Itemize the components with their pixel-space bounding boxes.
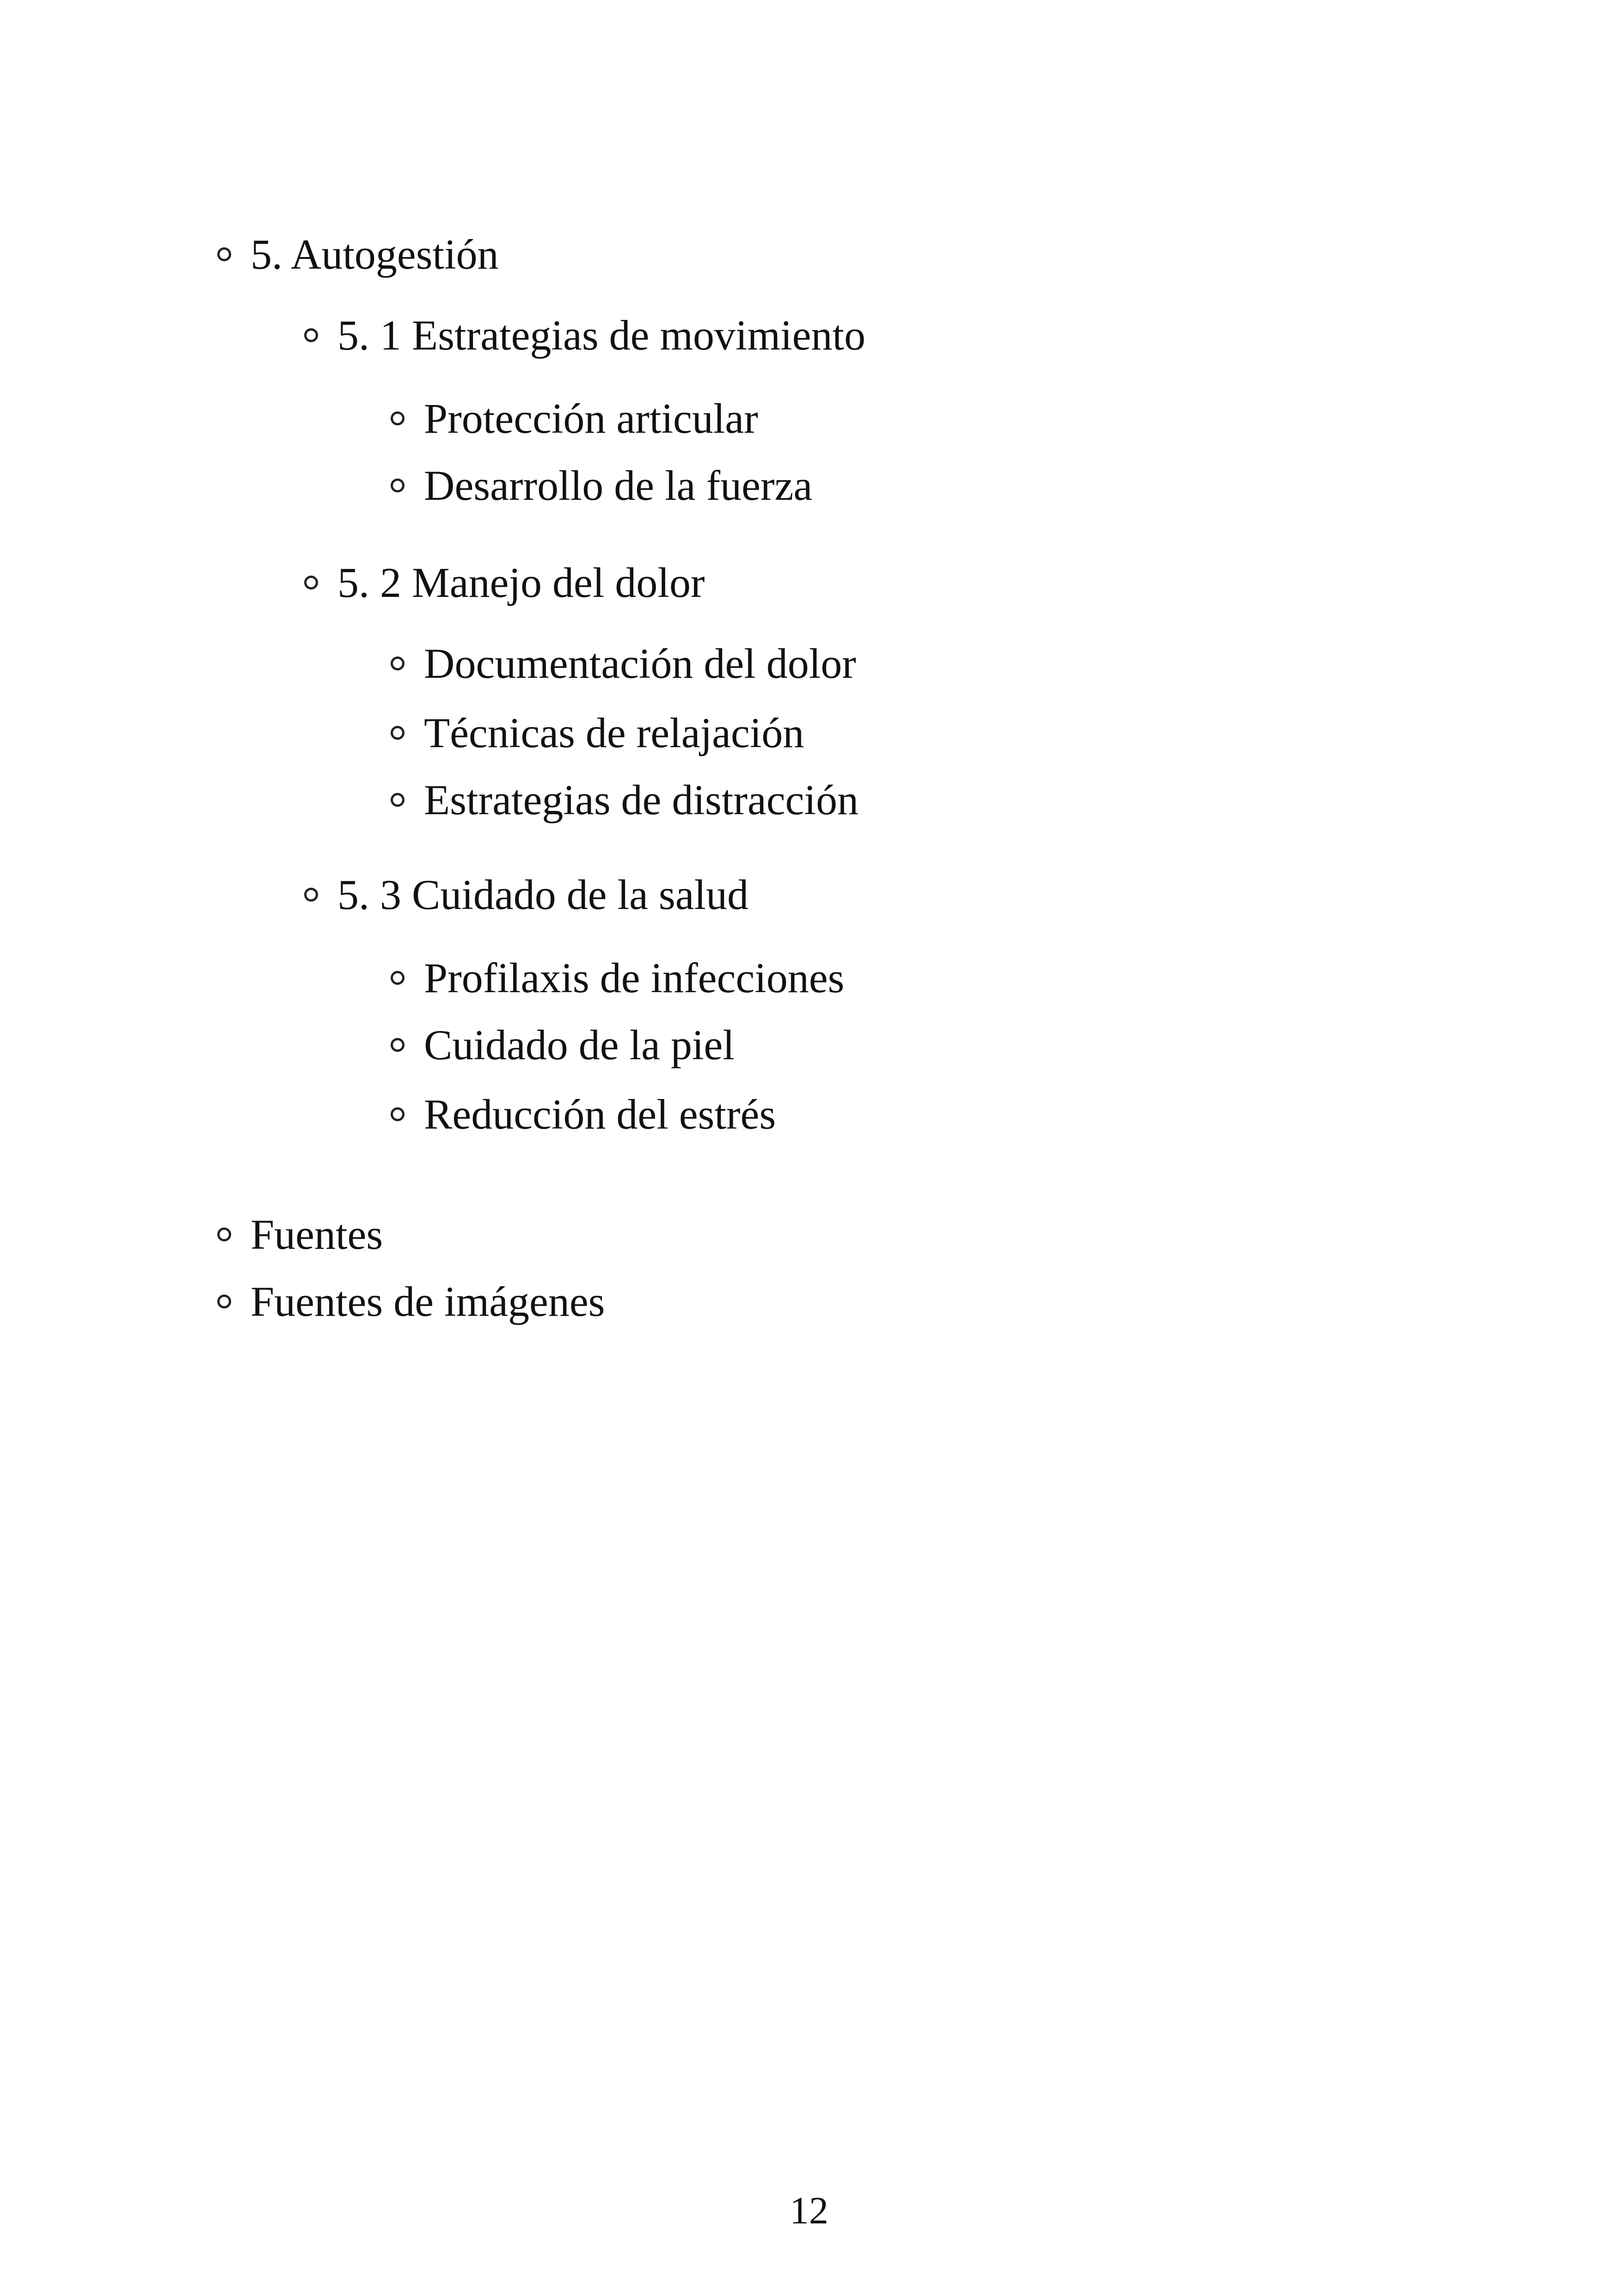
toc-entry-label: Desarrollo de la fuerza	[424, 462, 813, 509]
toc-entry-estrategias-distraccion	[391, 772, 858, 828]
circle-bullet-icon	[391, 971, 404, 985]
circle-bullet-icon	[391, 1107, 404, 1121]
toc-entry-label: 5. Autogestión	[251, 231, 499, 278]
toc-entry-proteccion-articular	[391, 391, 758, 446]
toc-entry-reduccion-estres	[391, 1087, 776, 1142]
toc-entry-label: Cuidado de la piel	[424, 1021, 735, 1068]
toc-entry-label: 5. 1 Estrategias de movimiento	[337, 312, 866, 359]
circle-bullet-icon	[391, 657, 404, 670]
toc-entry-label: Protección articular	[424, 395, 758, 442]
page-number: 12	[790, 2189, 828, 2232]
toc-entry-label: Fuentes	[251, 1211, 383, 1258]
circle-bullet-icon	[217, 1295, 231, 1308]
circle-bullet-icon	[304, 888, 318, 902]
circle-bullet-icon	[391, 726, 404, 740]
toc-entry-fuentes-imagenes	[217, 1274, 605, 1329]
toc-entry-label: 5. 2 Manejo del dolor	[337, 559, 705, 606]
toc-entry-tecnicas-relajacion	[391, 705, 804, 761]
toc-entry-documentacion-dolor	[391, 636, 856, 691]
circle-bullet-icon	[391, 1038, 404, 1052]
circle-bullet-icon	[217, 1228, 231, 1241]
toc-entry-label: Documentación del dolor	[424, 640, 857, 687]
toc-entry-cuidado-piel	[391, 1017, 735, 1073]
toc-entry-autogestion	[217, 227, 499, 282]
toc-entry-manejo-dolor	[304, 555, 705, 610]
circle-bullet-icon	[304, 328, 318, 342]
toc-entry-label: Fuentes de imágenes	[251, 1278, 605, 1325]
toc-entry-label: Reducción del estrés	[424, 1091, 776, 1138]
circle-bullet-icon	[304, 576, 318, 589]
circle-bullet-icon	[391, 793, 404, 807]
toc-entry-fuentes	[217, 1207, 383, 1262]
toc-entry-label: Técnicas de relajación	[424, 709, 804, 756]
toc-entry-label: Profilaxis de infecciones	[424, 954, 845, 1001]
toc-entry-label: 5. 3 Cuidado de la salud	[337, 871, 749, 918]
toc-entry-estrategias-movimiento	[304, 307, 865, 363]
toc-entry-profilaxis-infecciones	[391, 950, 845, 1006]
circle-bullet-icon	[391, 411, 404, 425]
toc-entry-cuidado-salud	[304, 867, 748, 922]
circle-bullet-icon	[217, 247, 231, 261]
toc-entry-label: Estrategias de distracción	[424, 776, 859, 823]
circle-bullet-icon	[391, 479, 404, 492]
toc-entry-desarrollo-fuerza	[391, 458, 812, 513]
